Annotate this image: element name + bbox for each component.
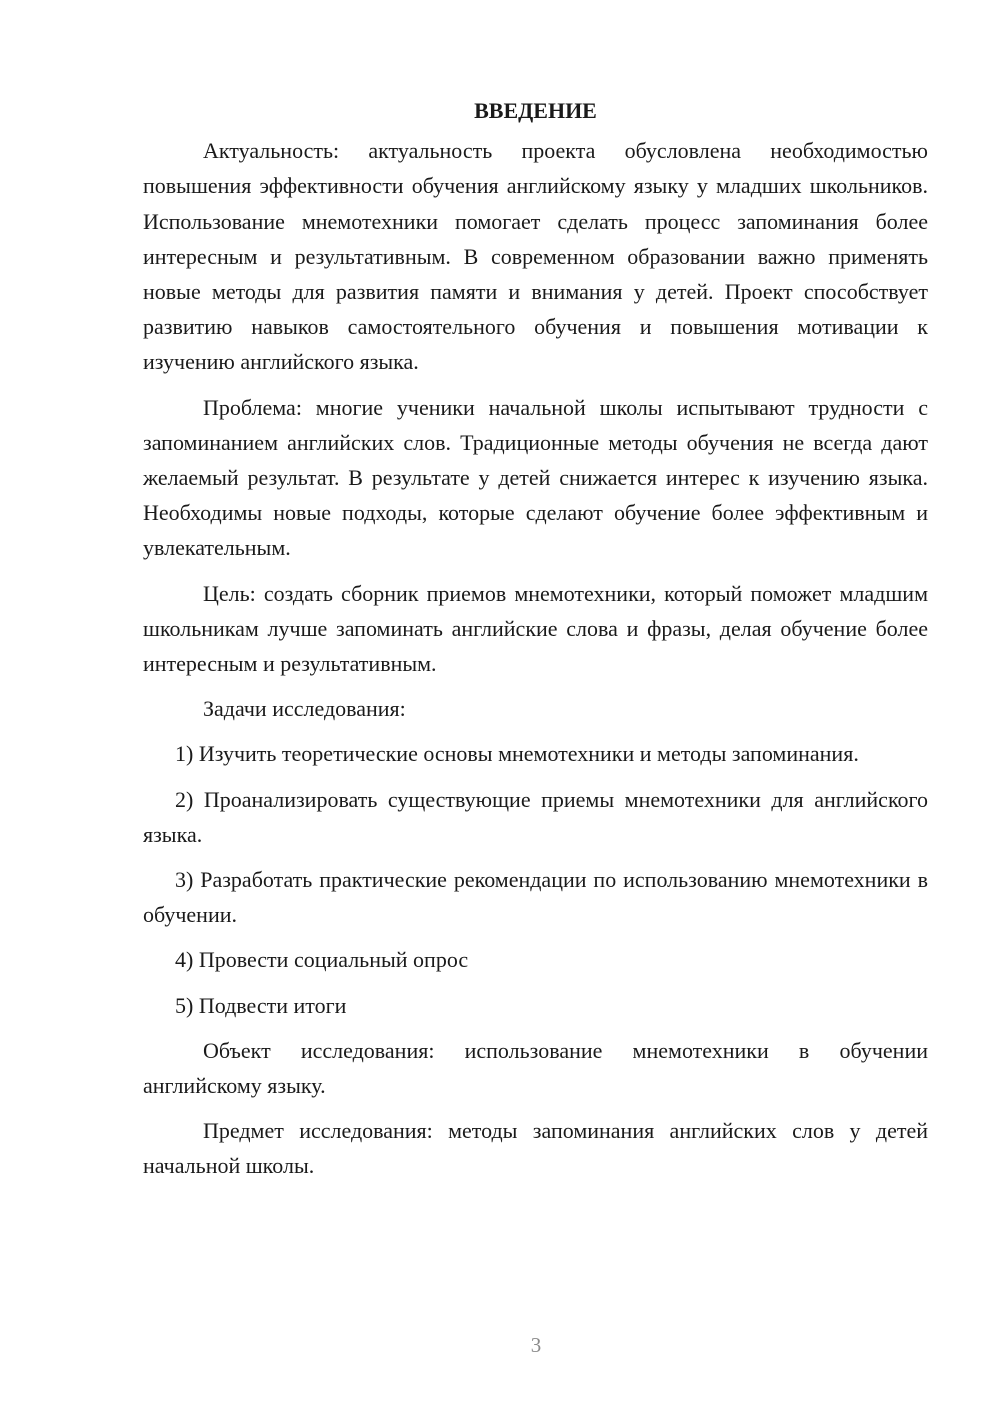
page-number: 3 [530, 1333, 542, 1357]
task-item-5: 5) Подвести итоги [175, 992, 347, 1018]
tasks-heading: Задачи исследования: [203, 696, 406, 722]
task-item-3: 3) Разработать практические рекомендации по использованию мнемотехники в обучении. [143, 867, 928, 928]
paragraph-object: Объект исследования: использование мнемотехники в обучении английскому языку. [143, 1037, 928, 1099]
paragraph-goal: Цель: создать сборник приемов мнемотехники, который поможет младшим школьникам лучше запоминать английские слова и фразы, делая обучение более интересным и результативным. [143, 580, 928, 677]
document-body [143, 93, 928, 1194]
section-title: ВВЕДЕНИЕ [474, 98, 597, 123]
paragraph-problem: Проблема: многие ученики начальной школы испытывают трудности с запоминанием английских слов. Традиционные методы обучения не всегда дают желаемый результат. В результате у детей снижается интерес к изучению языка. Необходимы новые подходы, которые сделают обучение более эффективным и увлекательным. [143, 394, 928, 561]
paragraph-relevance: Актуальность: актуальность проекта обусловлена необходимостью повышения эффективности обучения английскому языку у младших школьников. Использование мнемотехники помогает сделать процесс запоминания более интересным и результативным. В современном образовании важно применять новые методы для развития памяти и внимания у детей. Проект способствует развитию навыков самостоятельного обучения и повышения мотивации к изучению английского языка. [143, 138, 928, 375]
task-item-1: 1) Изучить теоретические основы мнемотехники и методы запоминания. [175, 741, 859, 767]
task-item-4: 4) Провести социальный опрос [175, 947, 469, 973]
task-item-2: 2) Проанализировать существующие приемы мнемотехники для английского языка. [143, 786, 928, 847]
paragraph-subject: Предмет исследования: методы запоминания английских слов у детей начальной школы. [143, 1118, 928, 1179]
